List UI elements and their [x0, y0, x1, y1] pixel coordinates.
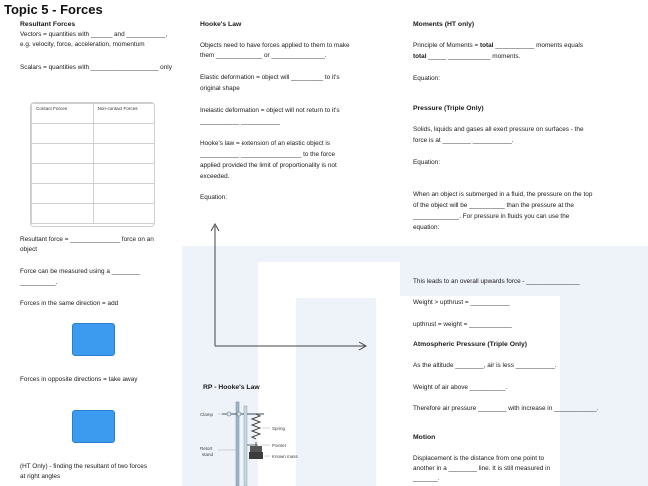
opposite-direction-line: Forces in opposite directions = take away: [20, 376, 138, 383]
fluid-line-3: _____________. For pressure in fluids you can use the: [413, 213, 570, 220]
displacement-line-2: another in a ________ line. It is still measured in: [413, 465, 551, 472]
ht-line-2: at right angles: [20, 473, 61, 480]
retort-stand-label: Retort: [200, 446, 213, 451]
table-cell: [93, 184, 155, 204]
upward-force-line: This leads to an overall upwards force - _______________: [413, 278, 580, 285]
table-cell: [32, 144, 94, 164]
therefore-line: Therefore air pressure ________ with increase in ____________.: [413, 405, 599, 412]
pressure-heading: Pressure (Triple Only): [413, 105, 484, 112]
ht-line-1: (HT Only) - finding the resultant of two forces: [20, 463, 148, 470]
moments-line-1-post: ___________ moments equals: [493, 42, 583, 49]
upthrust-equals-weight-line: upthrust = weight = ____________: [413, 321, 512, 328]
mass-icon: [250, 446, 262, 452]
scalars-line: Scalars = quantities with ___________________ only: [20, 64, 172, 71]
ruler: [244, 406, 247, 486]
same-direction-line: Forces in the same direction = add: [20, 300, 119, 307]
table-header-noncontact: Non-contact Forces: [93, 104, 155, 124]
hooke-equation-label: Equation:: [200, 194, 228, 201]
clamp-label: Clamp: [200, 412, 214, 417]
vectors-line-2: e.g. velocity, force, acceleration, momentum: [20, 41, 145, 48]
hooke-p4-line-3: applied provided the limit of proportionality is not: [200, 162, 337, 169]
moments-line-2: [413, 52, 520, 63]
moments-line-1: [413, 41, 583, 52]
moments-line-2-post: _____ ____________ moments.: [426, 53, 521, 60]
vectors-line-1: Vectors = quantities with ______ and ___________,: [20, 31, 168, 38]
clamp-knob-icon: [227, 412, 231, 416]
hookes-law-heading: Hooke's Law: [200, 21, 242, 28]
resultant-line-2: object: [20, 246, 38, 253]
hooke-p4-line-2: ___________ _________________ to the force: [200, 151, 336, 158]
page-title: Topic 5 - Forces: [4, 2, 103, 17]
hooke-graph-axes: [205, 218, 370, 352]
spring-label: Spring: [272, 426, 286, 431]
moments-heading: Moments (HT only): [413, 21, 475, 28]
displacement-line-1: Displacement is the distance from one point to: [413, 455, 545, 462]
table-cell: [93, 164, 155, 184]
hooke-p1-line-2: them _____________ or _______________.: [200, 52, 327, 59]
known-mass-label: Known mass: [272, 454, 298, 459]
hooke-p4-line-4: exceeded.: [200, 173, 230, 180]
pointer-label: Pointer: [272, 443, 287, 448]
hooke-apparatus-diagram: [198, 400, 318, 486]
watermark-block-4: [560, 296, 648, 486]
moments-equation-label: Equation:: [413, 75, 441, 82]
moments-line-1-bold: total: [479, 42, 494, 49]
weight-gt-upthrust-line: Weight > upthrust = ___________: [413, 299, 510, 306]
measured-line-2: __________.: [20, 279, 58, 286]
spring-icon: [252, 414, 260, 439]
table-cell: [93, 124, 155, 144]
resultant-forces-heading: Resultant Forces: [20, 21, 76, 28]
table-cell: [32, 204, 94, 224]
opposite-direction-box[interactable]: [72, 410, 115, 443]
atmospheric-pressure-heading: Atmospheric Pressure (Triple Only): [413, 341, 528, 348]
rp-hookes-law-heading: RP - Hooke's Law: [203, 384, 260, 391]
weight-air-line: Weight of air above __________.: [413, 384, 508, 391]
contact-forces-table: [30, 102, 155, 227]
hooke-p2-line-1: Elastic deformation = object will _________ to it's: [200, 74, 340, 81]
clamp-knob-icon: [237, 412, 241, 416]
hooke-p3-line-2: ___________ ___________: [200, 118, 280, 125]
table-cell: [32, 124, 94, 144]
hooke-p4-line-1: Hooke's law = extension of an elastic object is: [200, 140, 330, 147]
retort-stand-label-2: stand: [202, 452, 214, 457]
fluid-line-2: of the object will be __________ than the pressure at the: [413, 202, 574, 209]
displacement-line-3: _______.: [413, 475, 440, 482]
table-cell: [93, 204, 155, 224]
hooke-p3-line-1: Inelastic deformation = object will not return to it's: [200, 107, 340, 114]
same-direction-box[interactable]: [72, 323, 115, 356]
pressure-equation-label: Equation:: [413, 159, 441, 166]
table-cell: [32, 164, 94, 184]
pressure-line-2: force is at ________ ___________.: [413, 137, 514, 144]
fluid-line-1: When an object is submerged in a fluid, the pressure on the top: [413, 191, 593, 198]
motion-heading: Motion: [413, 434, 436, 441]
table-cell: [93, 144, 155, 164]
moments-line-2-bold: total: [413, 53, 427, 60]
moments-line-1-pre: Principle of Moments =: [413, 42, 480, 49]
hooke-p1-line-1: Objects need to have forces applied to them to make: [200, 42, 350, 49]
measured-line-1: Force can be measured using a ________: [20, 268, 141, 275]
table-cell: [32, 184, 94, 204]
hooke-p2-line-2: original shape: [200, 85, 240, 92]
resultant-line-1: Resultant force = ______________ force on an: [20, 236, 154, 243]
altitude-line: As the altitude ________, air is less ___________.: [413, 362, 557, 369]
mass-icon: [249, 452, 263, 459]
table-header-contact: Contact Forces: [32, 104, 94, 124]
pressure-line-1: Solids, liquids and gases all exert pressure on surfaces - the: [413, 126, 584, 133]
fluid-line-4: equation:: [413, 224, 440, 231]
